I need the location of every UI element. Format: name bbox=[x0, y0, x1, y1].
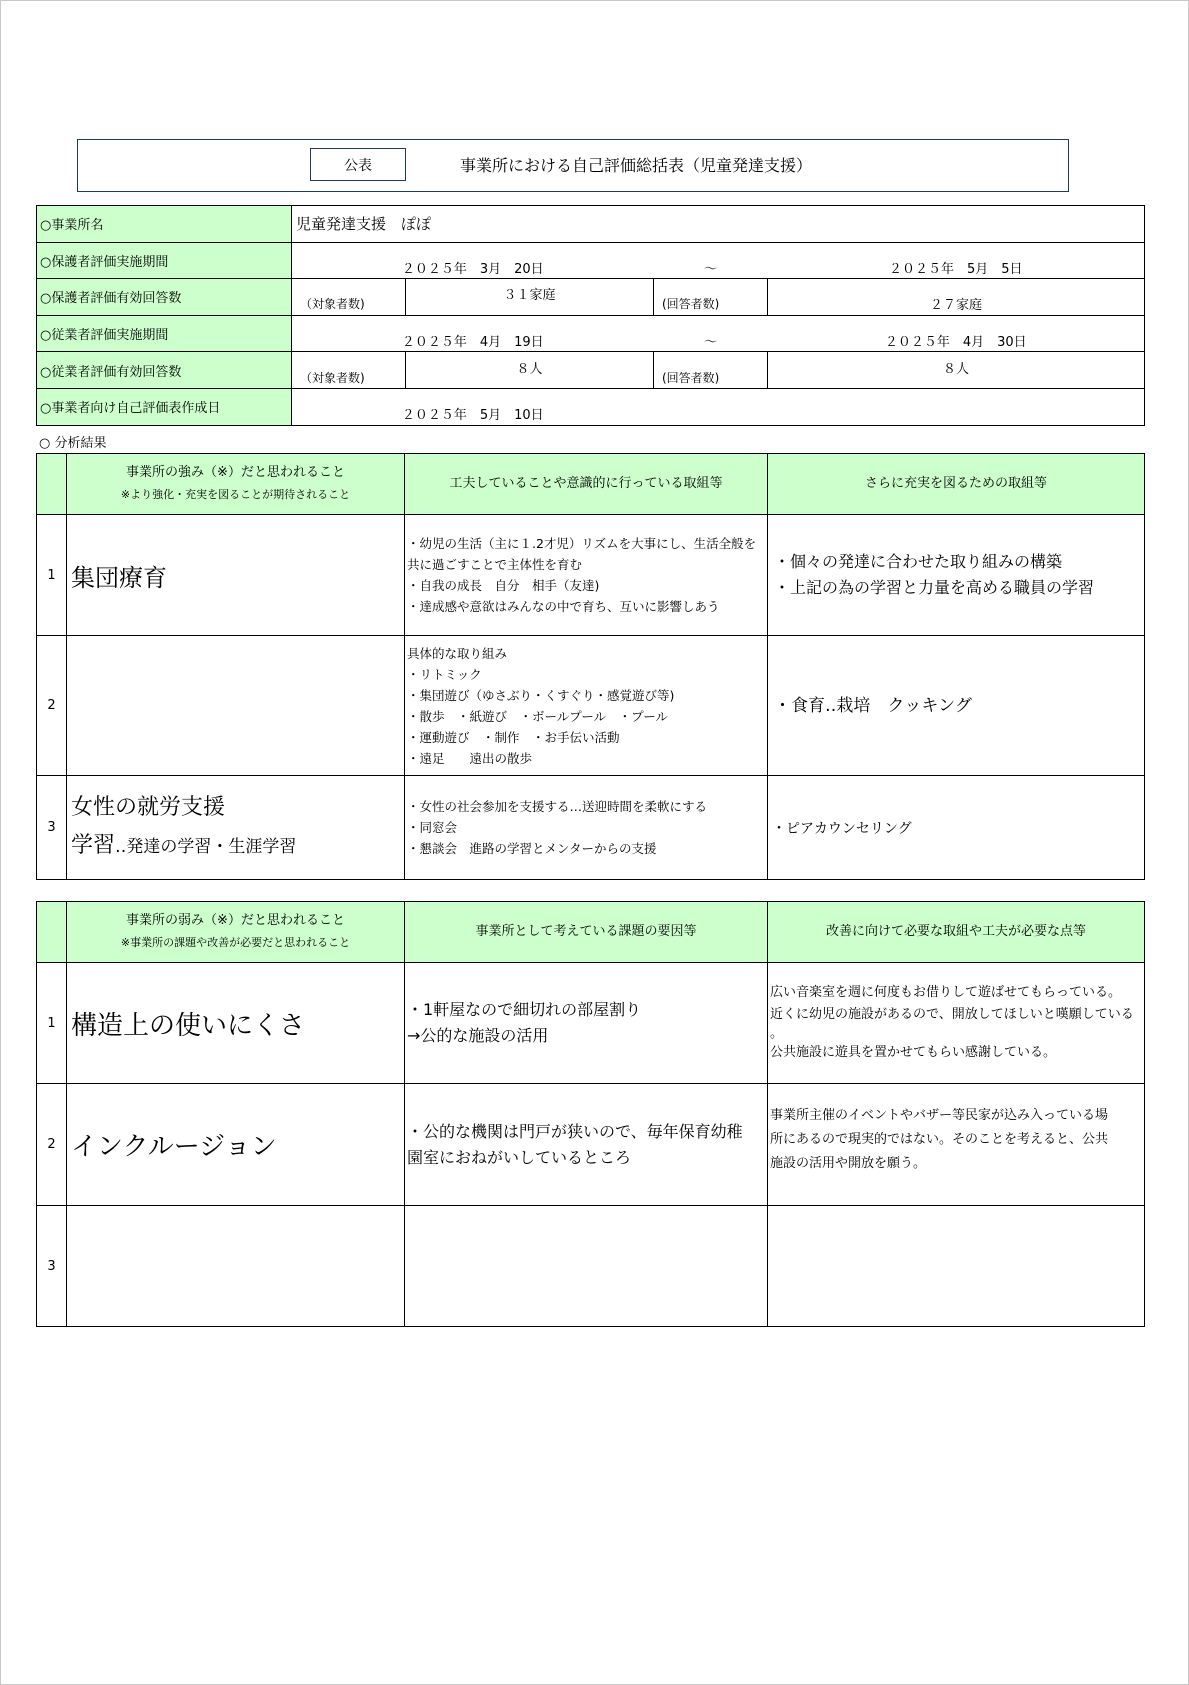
strength-efforts bbox=[405, 776, 768, 880]
strength-improve bbox=[768, 636, 1145, 776]
list-item: 事業所主催のイベントやバザー等民家が込み入っている場 bbox=[770, 1108, 1109, 1123]
weaknesses-table bbox=[36, 901, 1145, 1327]
strengths-col1-title: 事業所の強み（※）だと思われること bbox=[126, 465, 345, 480]
guardian-target-value: ３１家庭 bbox=[406, 279, 654, 316]
strengths-table bbox=[36, 453, 1145, 880]
info-row-facility bbox=[37, 206, 1145, 243]
guardian-count-label: ○保護者評価有効回答数 bbox=[37, 279, 292, 316]
guardian-period-end: ２０２５年 5月 5日 bbox=[768, 242, 1145, 279]
weakness-causes bbox=[405, 1206, 768, 1327]
info-row-guardian-period bbox=[37, 242, 1145, 279]
list-item: 公共施設に遊具を置かせてもらい感謝している。 bbox=[770, 1045, 1057, 1060]
list-item: ・個々の発達に合わせた取り組みの構築 bbox=[774, 552, 1063, 571]
strength-title-line2-main: 学習 bbox=[71, 833, 116, 858]
staff-period-label: ○従業者評価実施期間 bbox=[37, 315, 292, 352]
staff-respondent-value: ８人 bbox=[768, 352, 1145, 389]
created-empty bbox=[654, 388, 1145, 425]
weakness-causes bbox=[405, 963, 768, 1084]
list-item: 所にあるので現実的ではない。そのことを考えると、公共 bbox=[770, 1132, 1109, 1147]
strength-row-1 bbox=[37, 515, 1145, 636]
list-item: ・散歩 ・紙遊び ・ボールプール ・プール bbox=[407, 708, 669, 724]
list-item: ・1軒屋なので細切れの部屋割り bbox=[407, 1000, 642, 1019]
list-item: ・ピアカウンセリング bbox=[772, 820, 912, 837]
strengths-header-num bbox=[37, 454, 67, 515]
weaknesses-header-col1 bbox=[67, 902, 405, 963]
info-row-guardian-count bbox=[37, 279, 1145, 316]
guardian-period-start: ２０２５年 3月 20日 bbox=[292, 242, 654, 279]
strength-title bbox=[67, 636, 405, 776]
staff-period-start: ２０２５年 4月 19日 bbox=[292, 315, 654, 352]
strength-title bbox=[67, 776, 405, 880]
weakness-title bbox=[67, 1206, 405, 1327]
created-label: ○事業者向け自己評価表作成日 bbox=[37, 388, 292, 425]
facility-name: 児童発達支援 ぽぽ bbox=[292, 206, 1145, 243]
list-item: ・公的な機関は門戸が狭いので、毎年保育幼稚 bbox=[407, 1121, 743, 1141]
title-box bbox=[77, 139, 1069, 192]
list-item: 施設の活用や開放を願う。 bbox=[770, 1156, 927, 1171]
info-row-staff-count bbox=[37, 352, 1145, 389]
row-number: 3 bbox=[37, 776, 67, 880]
row-number: 2 bbox=[37, 1084, 67, 1206]
info-table bbox=[36, 205, 1145, 426]
facility-label: ○事業所名 bbox=[37, 206, 292, 243]
list-item: 近くに幼児の施設があるので、開放してほしいと嘆願している bbox=[770, 1007, 1134, 1022]
public-badge: 公表 bbox=[310, 148, 406, 181]
row-number: 3 bbox=[37, 1206, 67, 1327]
weakness-improve bbox=[768, 1084, 1145, 1206]
list-item: ・自我の成長 自分 相手（友達) bbox=[407, 578, 600, 593]
document-title: 事業所における自己評価総括表（児童発達支援） bbox=[460, 156, 813, 175]
list-item: ・達成感や意欲はみんなの中で育ち、互いに影響しあう bbox=[407, 599, 720, 614]
strengths-header-col3: さらに充実を図るための取組等 bbox=[768, 454, 1145, 515]
strengths-header-row bbox=[37, 454, 1145, 515]
guardian-period-sep: ～ bbox=[654, 242, 768, 279]
strength-improve bbox=[768, 515, 1145, 636]
strength-efforts bbox=[405, 636, 768, 776]
list-item: ・食育‥栽培 クッキング bbox=[774, 695, 972, 716]
strength-title-line1: 女性の就労支援 bbox=[71, 795, 226, 820]
guardian-respondent-label: (回答者数) bbox=[654, 279, 768, 316]
strengths-col1-sub: ※より強化・充実を図ることが期待されること bbox=[120, 488, 351, 501]
weaknesses-col1-title: 事業所の弱み（※）だと思われること bbox=[126, 913, 345, 928]
weakness-improve bbox=[768, 1206, 1145, 1327]
strength-row-3 bbox=[37, 776, 1145, 880]
list-item: ・上記の為の学習と力量を高める職員の学習 bbox=[774, 578, 1095, 597]
staff-period-end: ２０２５年 4月 30日 bbox=[768, 315, 1145, 352]
strength-efforts bbox=[405, 515, 768, 636]
list-item: 。 bbox=[770, 1026, 784, 1041]
list-item: ・女性の社会参加を支援する…送迎時間を柔軟にする bbox=[407, 799, 708, 814]
list-item: 園室におねがいしているところ bbox=[407, 1147, 632, 1167]
weakness-row-2 bbox=[37, 1084, 1145, 1206]
weaknesses-header-col3: 改善に向けて必要な取組や工夫が必要な点等 bbox=[768, 902, 1145, 963]
weakness-title: インクルージョン bbox=[67, 1084, 405, 1206]
list-item: 広い音楽室を週に何度もお借りして遊ばせてもらっている。 bbox=[770, 985, 1122, 1000]
list-item: 具体的な取り組み bbox=[407, 645, 508, 661]
weaknesses-header-num bbox=[37, 902, 67, 963]
staff-respondent-label: (回答者数) bbox=[654, 352, 768, 389]
list-item: ・リトミック bbox=[407, 666, 482, 682]
weakness-causes bbox=[405, 1084, 768, 1206]
guardian-period-label: ○保護者評価実施期間 bbox=[37, 242, 292, 279]
list-item: →公的な施設の活用 bbox=[407, 1026, 549, 1045]
weakness-improve bbox=[768, 963, 1145, 1084]
strength-row-2 bbox=[37, 636, 1145, 776]
weakness-row-1 bbox=[37, 963, 1145, 1084]
row-number: 2 bbox=[37, 636, 67, 776]
weaknesses-col1-sub: ※事業所の課題や改善が必要だと思われること bbox=[120, 936, 351, 949]
weaknesses-header-col2: 事業所として考えている課題の要因等 bbox=[405, 902, 768, 963]
weakness-row-3 bbox=[37, 1206, 1145, 1327]
strength-title: 集団療育 bbox=[67, 515, 405, 636]
strengths-header-col1 bbox=[67, 454, 405, 515]
guardian-respondent-value: ２７家庭 bbox=[768, 279, 1145, 316]
staff-count-label: ○従業者評価有効回答数 bbox=[37, 352, 292, 389]
created-date: ２０２５年 5月 10日 bbox=[292, 388, 654, 425]
list-item: ・遠足 遠出の散歩 bbox=[407, 750, 533, 766]
info-row-staff-period bbox=[37, 315, 1145, 352]
staff-target-label: （対象者数) bbox=[292, 352, 406, 389]
weaknesses-header-row bbox=[37, 902, 1145, 963]
strength-improve bbox=[768, 776, 1145, 880]
guardian-target-label: （対象者数) bbox=[292, 279, 406, 316]
info-row-created bbox=[37, 388, 1145, 425]
strength-title-line2 bbox=[71, 827, 404, 866]
row-number: 1 bbox=[37, 515, 67, 636]
strength-title-line2-sub: ‥発達の学習・生涯学習 bbox=[115, 837, 297, 857]
analysis-section-label: ○ 分析結果 bbox=[39, 436, 107, 451]
row-number: 1 bbox=[37, 963, 67, 1084]
staff-target-value: ８人 bbox=[406, 352, 654, 389]
weakness-title: 構造上の使いにくさ bbox=[67, 963, 405, 1084]
list-item: ・集団遊び（ゆさぶり・くすぐり・感覚遊び等) bbox=[407, 687, 675, 703]
list-item: ・同窓会 bbox=[407, 820, 458, 835]
list-item: ・幼児の生活（主に１.2才児）リズムを大事にし、生活全般を共に過ごすことで主体性を育む bbox=[407, 536, 757, 572]
staff-period-sep: ～ bbox=[654, 315, 768, 352]
list-item: ・運動遊び ・制作 ・お手伝い活動 bbox=[407, 729, 620, 745]
strengths-header-col2: 工夫していることや意識的に行っている取組等 bbox=[405, 454, 768, 515]
list-item: ・懇談会 進路の学習とメンターからの支援 bbox=[407, 841, 657, 856]
